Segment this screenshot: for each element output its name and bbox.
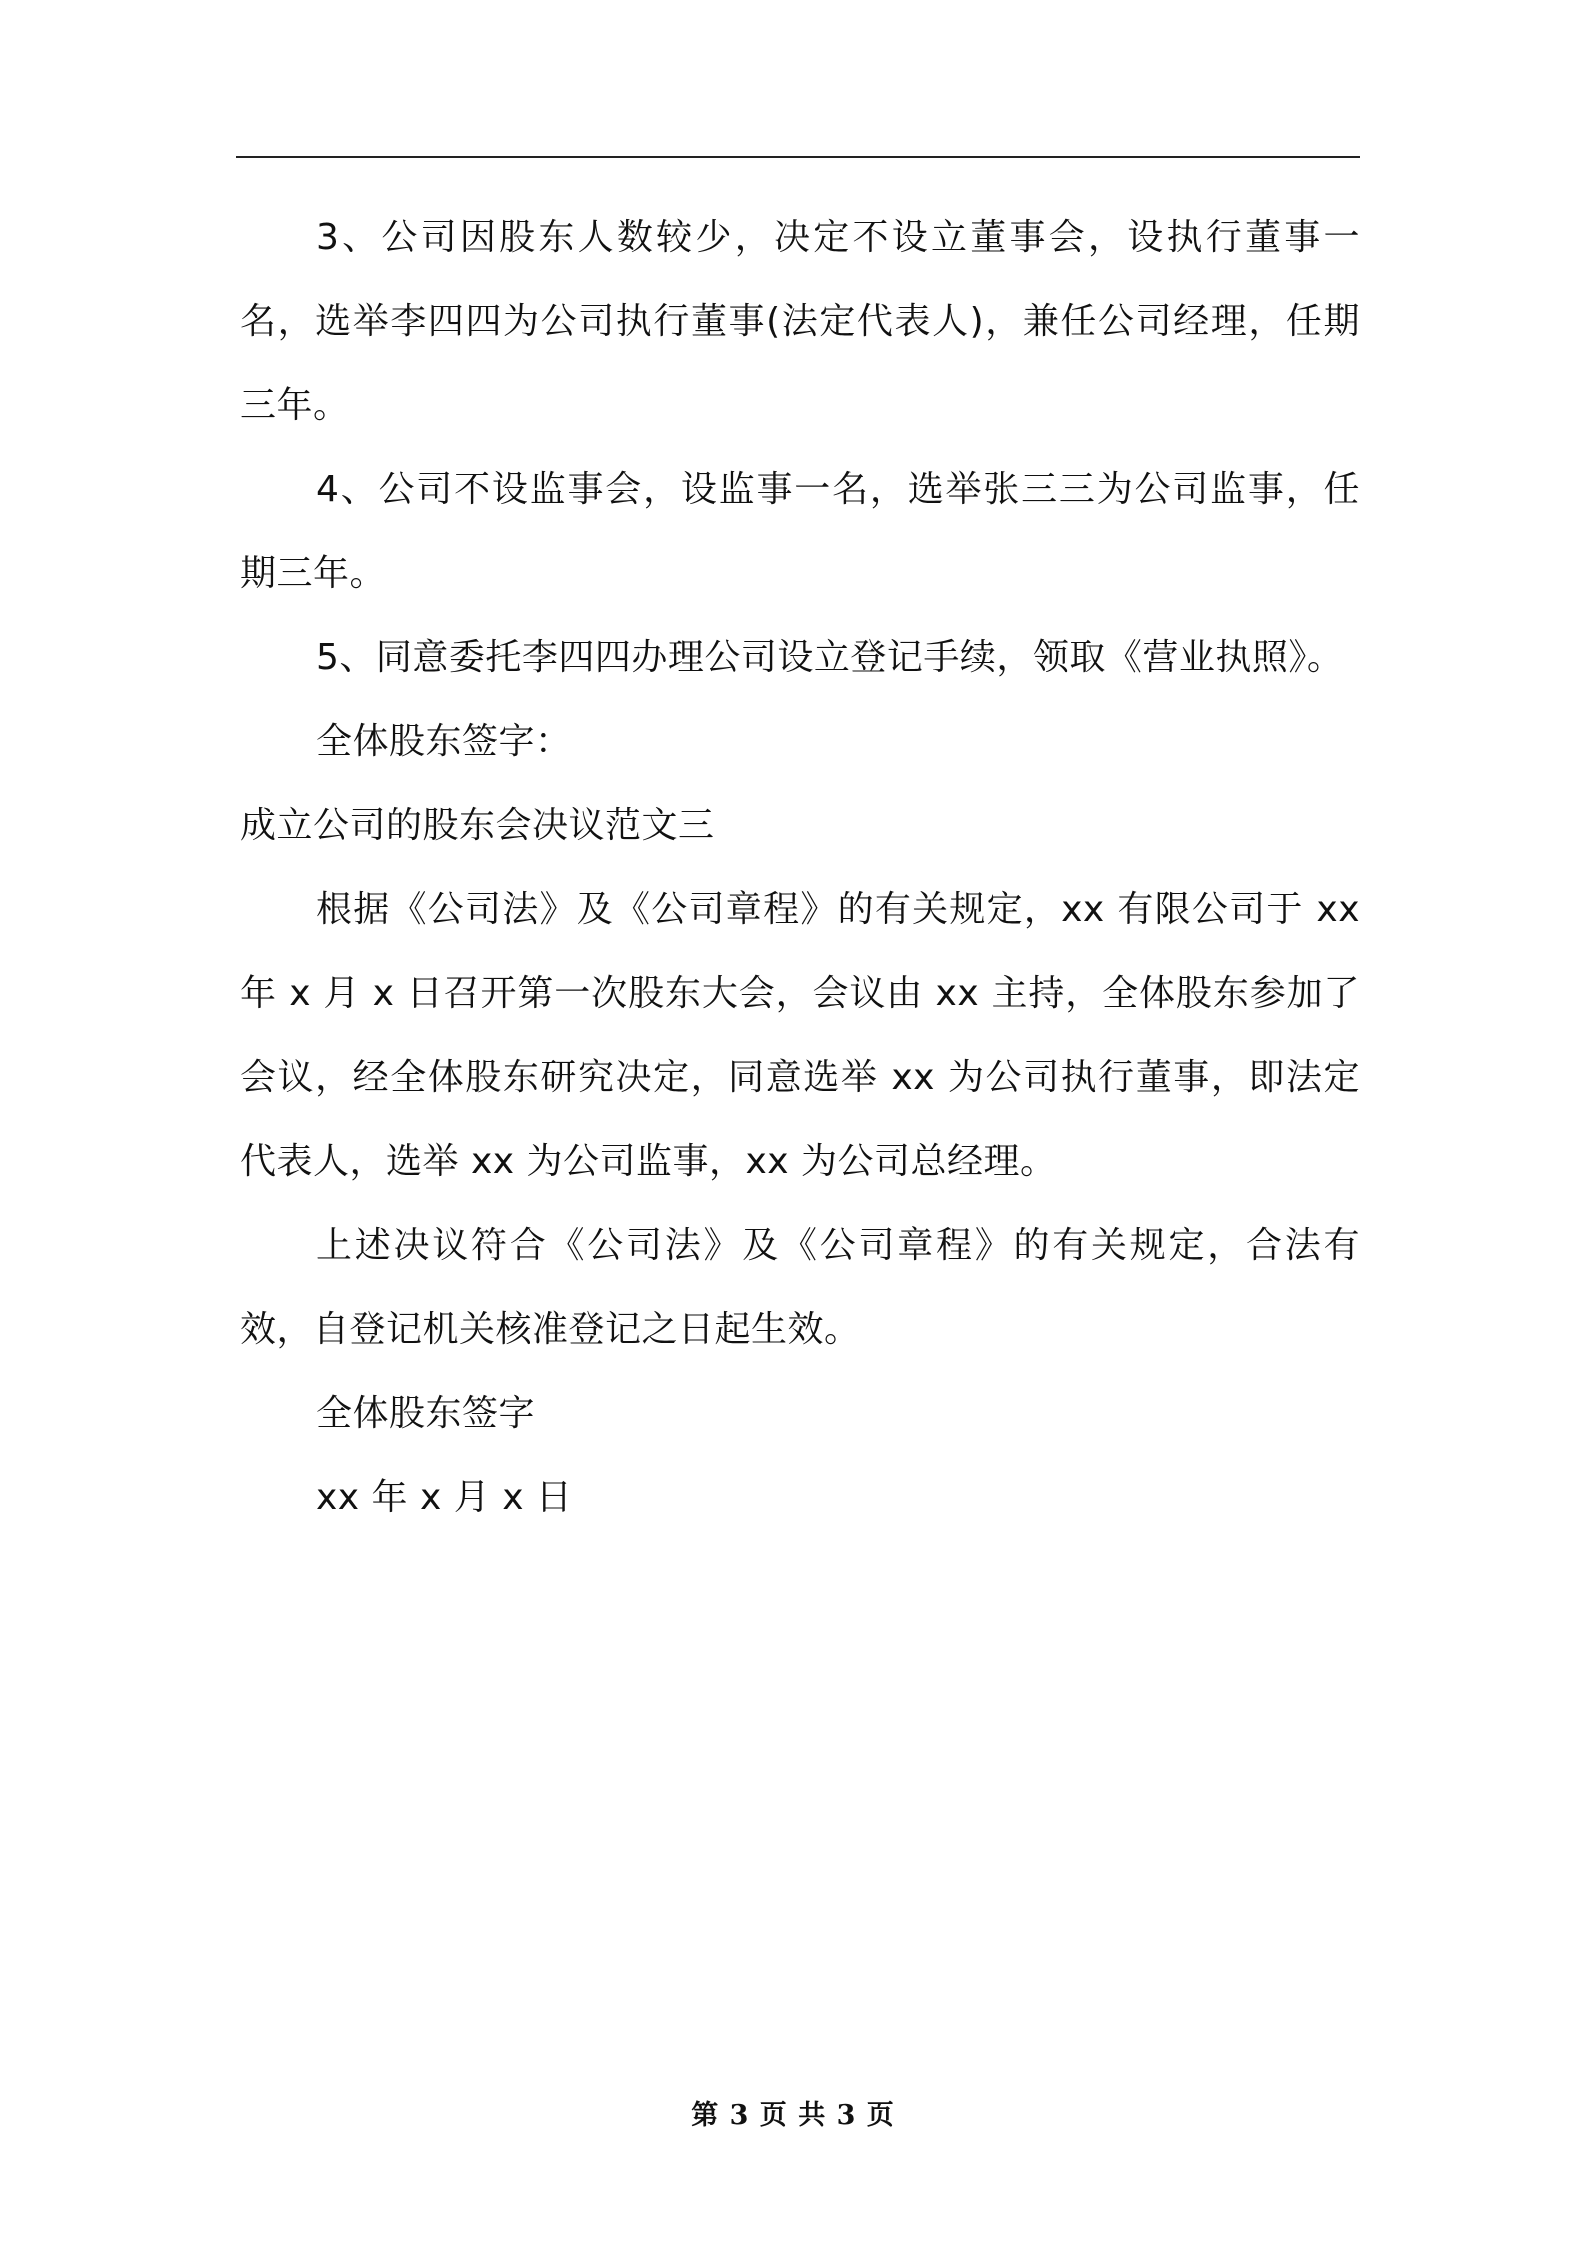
signature-label: 全体股东签字： (316, 721, 572, 762)
page-number: 第 3 页 共 3 页 (691, 2100, 895, 2131)
document-body (240, 196, 1372, 1540)
paragraph-item-4: 4、公司不设监事会，设监事一名，选举张三三为公司监事，任期三年。 (240, 469, 1360, 594)
signature-label-2: 全体股东签字 (316, 1393, 536, 1434)
paragraph-item-3: 3、公司因股东人数较少，决定不设立董事会，设执行董事一名，选举李四四为公司执行董事(法定代表人)，兼任公司经理，任期三年。 (240, 217, 1360, 426)
section-title: 成立公司的股东会决议范文三 (240, 805, 715, 846)
validity-paragraph: 上述决议符合《公司法》及《公司章程》的有关规定，合法有效，自登记机关核准登记之日起生效。 (240, 1225, 1360, 1350)
date-line: xx 年 x 月 x 日 (316, 1477, 573, 1518)
paragraph-item-5: 5、同意委托李四四办理公司设立登记手续，领取《营业执照》。 (316, 637, 1344, 678)
header-rule (236, 156, 1360, 158)
resolution-paragraph: 根据《公司法》及《公司章程》的有关规定，xx 有限公司于 xx 年 x 月 x 日召开第一次股东大会，会议由 xx 主持，全体股东参加了会议，经全体股东研究决定，同意选举 xx 为公司执行董事，即法定代表人，选举 xx 为公司监事，xx 为公司总经理。 (240, 889, 1372, 1182)
